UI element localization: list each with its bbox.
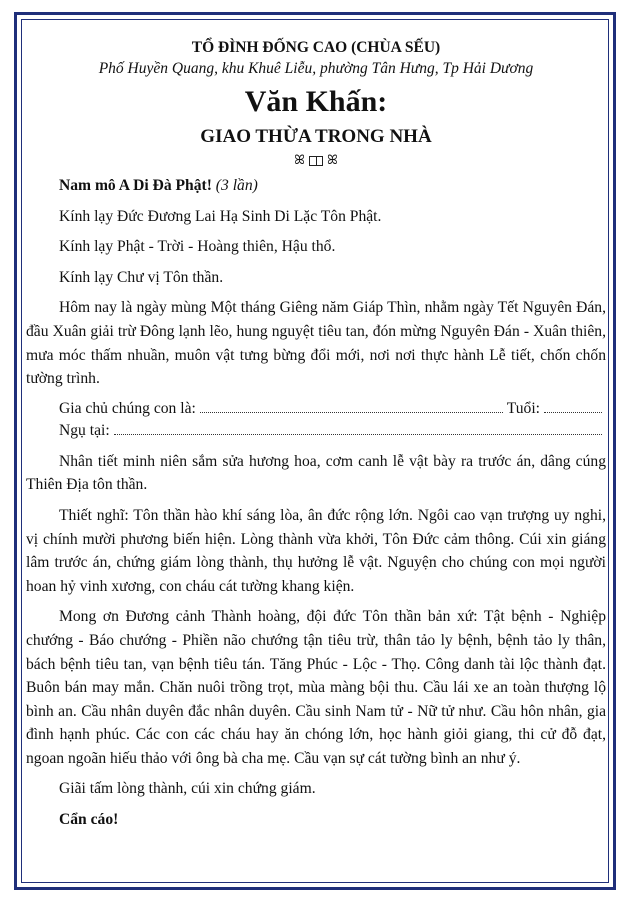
document-body — [26, 174, 606, 832]
temple-address: Phố Huyền Quang, khu Khuê Liễu, phường Tân Hưng, Tp Hải Dương — [98, 60, 534, 77]
document-title: Văn Khấn: — [244, 85, 388, 118]
closing-line: Giãi tấm lòng thành, cúi xin chứng giám. — [59, 780, 316, 798]
paragraph-1: Hôm nay là ngày mùng Một tháng Giêng năm Giáp Thìn, nhằm ngày Tết Nguyên Đán, đầu Xuân giải trừ Đông lạnh lẽo, hung nguyệt tiêu tan, đón mừng Nguyên Đán - Xuân thiên, mưa móc thấm nhuần, muôn vật tưng bừng đổi mới, nơi nơi thực hành Lễ tiết, chốn chốn tường trình. — [26, 299, 606, 388]
final-line: Cẩn cáo! — [59, 811, 119, 829]
address-label: Ngụ tại: — [59, 421, 110, 439]
invocation-note: (3 lần) — [211, 177, 258, 194]
salutation-3: Kính lạy Chư vị Tôn thần. — [59, 268, 224, 286]
salutation-1: Kính lạy Đức Đương Lai Hạ Sinh Di Lặc Tôn Phật. — [59, 207, 382, 225]
age-blank — [544, 398, 602, 413]
address-blank — [114, 420, 602, 435]
document-header — [26, 38, 606, 170]
owner-label: Gia chủ chúng con là: — [59, 399, 196, 417]
salutation-2: Kính lạy Phật - Trời - Hoàng thiên, Hậu thổ. — [59, 238, 336, 256]
ornament-left-icon: ꕤ — [294, 153, 305, 168]
ornament-right-icon: ꕤ — [327, 153, 338, 168]
paragraph-3: Thiết nghĩ: Tôn thần hào khí sáng lòa, ân đức rộng lớn. Ngôi cao vạn trượng uy nghi, vị chính mười phương biến hiện. Lòng thành vừa khởi, Tôn Đức cảm thông. Cúi xin giáng lâm trước án, chứng giám lòng thành, thụ hưởng lễ vật. Nguyện cho chúng con mọi người hoan hỷ vinh xương, con cháu cát tường khang kiện. — [26, 506, 606, 595]
invocation-text: Nam mô A Di Đà Phật! — [59, 177, 212, 194]
paragraph-4: Mong ơn Đương cảnh Thành hoàng, đội đức Tôn thần bản xứ: Tật bệnh - Nghiệp chướng - Báo chướng - Phiền não chướng tận tiêu trừ, thân tảo ly bệnh, bệnh tảo ly thân, bách bệnh tiêu tan, vạn bệnh tiêu tán. Tăng Phúc - Lộc - Thọ. Công danh tài lộc thành đạt. Buôn bán may mắn. Chăn nuôi trồng trọt, mùa màng bội thu. Cầu lái xe an toàn thượng lộ bình an. Cầu nhân duyên đắc nhân duyên. Cầu sinh Nam tử - Nữ tử như. Cầu hôn nhân, gia đình hạnh phúc. Các con các cháu hay ăn chóng lớn, học hành giỏi giang, thi cử đỗ đạt, ngoan ngoãn hiếu thảo với ông bà cha mẹ. Cầu vạn sự cát tường bình an như ý. — [26, 608, 606, 767]
temple-name: TỔ ĐÌNH ĐỐNG CAO (CHÙA SẾU) — [191, 39, 441, 56]
invocation — [26, 174, 606, 198]
address-field-row — [26, 420, 606, 442]
paragraph-2: Nhân tiết minh niên sắm sửa hương hoa, cơm canh lễ vật bày ra trước án, dâng cúng Thiên Địa tôn thần. — [26, 452, 606, 494]
owner-field-row — [26, 398, 606, 420]
document-subtitle: GIAO THỪA TRONG NHÀ — [200, 126, 432, 147]
ornament — [26, 152, 606, 170]
owner-blank — [200, 398, 503, 413]
document — [26, 38, 606, 839]
book-icon — [309, 156, 323, 166]
age-label: Tuổi: — [506, 399, 540, 417]
